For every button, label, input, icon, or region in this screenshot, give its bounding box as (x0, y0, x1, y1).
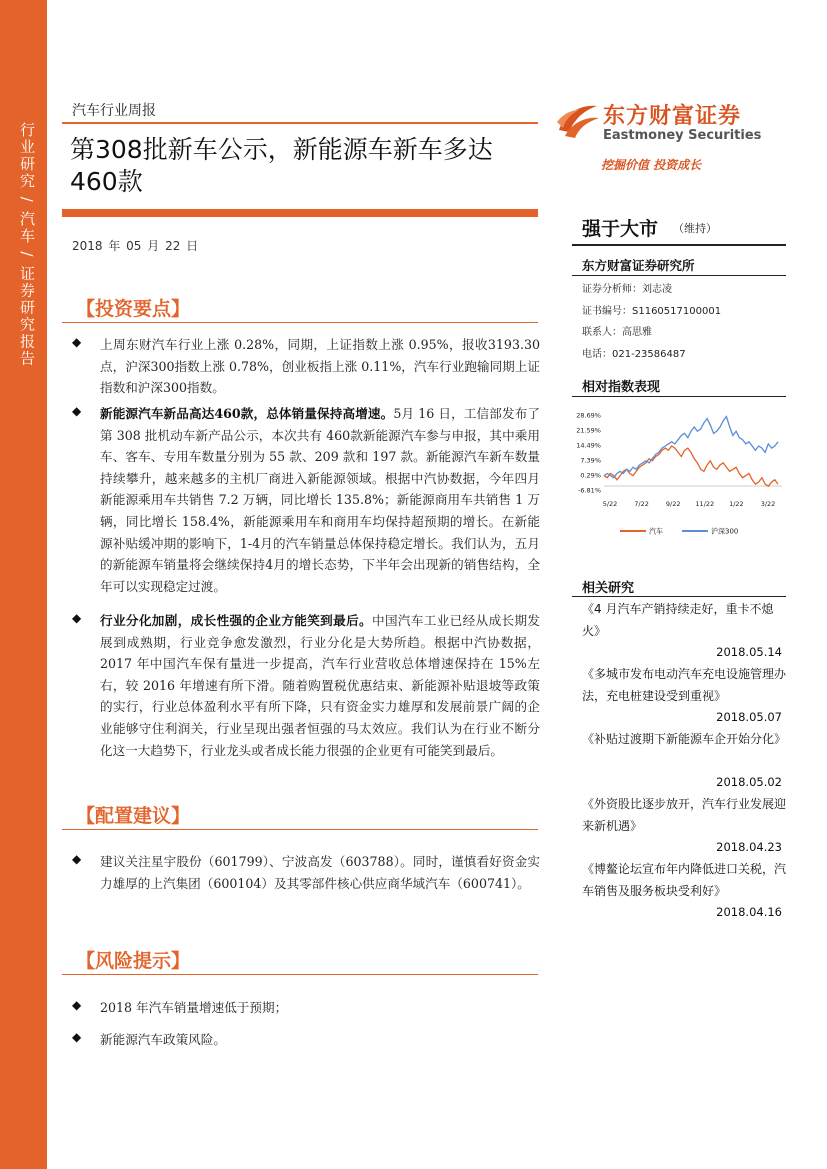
series-line-汽车 (604, 446, 778, 486)
y-tick-label: 14.49% (576, 441, 601, 450)
diamond-bullet-icon: ◆ (72, 335, 82, 349)
research-item-date: 2018.05.14 (716, 645, 782, 659)
research-item-date: 2018.05.07 (716, 710, 782, 724)
cert-number: 证书编号：S1160517100001 (582, 306, 722, 317)
y-tick-label: 21.59% (576, 426, 601, 435)
section-title-config: 【配置建议】 (76, 805, 191, 827)
list-item (72, 997, 540, 1019)
research-divider (572, 596, 786, 597)
list-item-text: 新能源汽车政策风险。 (100, 1032, 226, 1047)
list-item (72, 1029, 540, 1051)
title-divider (62, 209, 538, 217)
x-tick-label: 1/22 (729, 500, 744, 508)
list-item (72, 403, 540, 597)
list-item (72, 610, 540, 761)
rating-label: 强于大市 (582, 218, 659, 240)
section-divider (62, 974, 538, 975)
diamond-bullet-icon: ◆ (72, 998, 82, 1012)
research-item-title[interactable]: 《补贴过渡期下新能源车企开始分化》 (582, 732, 787, 746)
research-item-date: 2018.04.16 (716, 905, 782, 919)
diamond-bullet-icon: ◆ (72, 852, 82, 866)
list-item (72, 334, 540, 399)
research-item-date: 2018.04.23 (716, 840, 782, 854)
chart-divider (572, 396, 786, 397)
y-tick-label: -6.81% (578, 486, 601, 495)
institute-name: 东方财富证券研究所 (582, 258, 695, 273)
section-divider (62, 829, 538, 830)
side-bar (0, 0, 47, 1169)
research-item-title[interactable]: 《多城市发布电动汽车充电设施管理办法，充电桩建设受到重视》 (582, 667, 787, 703)
x-tick-label: 7/22 (634, 500, 649, 508)
list-item-highlight: 行业分化加剧，成长性强的企业方能笑到最后。 (100, 613, 372, 628)
x-tick-label: 3/22 (760, 500, 776, 508)
document-type: 汽车行业周报 (72, 103, 156, 119)
list-item (72, 851, 540, 894)
list-item-text: 2018 年汽车销量增速低于预期； (100, 1000, 288, 1015)
header-divider (62, 122, 538, 124)
research-section-title: 相关研究 (582, 581, 635, 596)
list-item-text: 5月 16 日，工信部发布了第 308 批机动车新产品公示，本次共有 460款新能源汽车参与申报，其中乘用车、客车、专用车数量分别为 55 款、209 款和 197 款。新能源汽车新车数量持续攀升，越来越多的主机厂商进入新能源领域。根据中汽协数据，今年四月新能源乘用车共销售 7.2 万辆，同比增长 135.8%；新能源商用车共销售 1 万辆，同比增长 158.4%，新能源乘用车和商用车均保持超预期的增长。在新能源补贴缓冲期的影响下，1-4月的汽车销量总体保持稳定增长。我们认为，五月的新能源车销量将会继续保持4月的增长态势，下半年会出现新的销售结构，全年可以实现稳定过渡。 (100, 406, 540, 594)
list-item-text: 上周东财汽车行业上涨 0.28%，同期，上证指数上涨 0.95%，报收3193.30点，沪深300指数上涨 0.78%，创业板指上涨 0.11%，汽车行业跑输同期上证指数和沪深300指数。 (100, 337, 540, 396)
chart-title: 相对指数表现 (582, 380, 661, 395)
page-title: 第308批新车公示，新能源车新车多达460款 (70, 135, 493, 196)
analyst-name: 证券分析师：刘志凌 (582, 284, 672, 295)
legend-label: 沪深300 (711, 527, 739, 536)
brand-name-cn: 东方财富证券 (603, 104, 742, 129)
relative-index-chart (572, 405, 786, 550)
section-divider (62, 322, 538, 323)
contact-phone: 电话：021-23586487 (582, 349, 686, 360)
series-line-沪深300 (604, 417, 778, 478)
legend-label: 汽车 (649, 527, 663, 536)
company-logo-icon (555, 100, 601, 140)
institute-divider (572, 275, 786, 276)
rating-divider (572, 244, 786, 246)
research-item-title[interactable]: 《博鳌论坛宣布年内降低进口关税，汽车销售及服务板块受利好》 (582, 862, 787, 898)
research-item-title[interactable]: 《外资股比逐步放开，汽车行业发展迎来新机遇》 (582, 797, 787, 833)
y-tick-label: 28.69% (576, 411, 601, 420)
side-category-label: 行业研究 / 汽车 / 证券研究报告 (18, 122, 36, 368)
list-item-highlight: 新能源汽车新品高达460款，总体销量保持高增速。 (100, 406, 394, 421)
x-tick-label: 11/22 (695, 500, 715, 508)
list-item-text: 中国汽车工业已经从成长期发展到成熟期，行业竞争愈发激烈，行业分化是大势所趋。根据中汽协数据，2017 年中国汽车保有量进一步提高，汽车行业营收总体增速保持在 15%左右，较 2016 年增速有所下滑。随着购置税优惠结束、新能源补贴退坡等政策的实行，行业总体盈利水平有所下降，只有资金实力雄厚和发展前景广阔的企业能够守住利润关，行业呈现出强者恒强的马太效应。我们认为在行业不断分化这一大趋势下，行业龙头或者成长能力很强的企业更有可能笑到最后。 (100, 613, 541, 758)
diamond-bullet-icon: ◆ (72, 1030, 82, 1044)
y-tick-label: 7.39% (580, 456, 601, 465)
report-date: 2018 年 05 月 22 日 (72, 239, 199, 253)
research-item-date: 2018.05.02 (716, 775, 782, 789)
brand-name-en: Eastmoney Securities (603, 128, 762, 143)
y-tick-label: 0.29% (580, 471, 601, 480)
brand-slogan: 挖掘价值 投资成长 (601, 158, 702, 172)
contact-name: 联系人：高思雅 (582, 327, 652, 338)
section-title-invest: 【投资要点】 (76, 298, 191, 320)
x-tick-label: 5/22 (602, 500, 618, 508)
x-tick-label: 9/22 (665, 500, 681, 508)
list-item-text: 建议关注星宇股份（601799）、宁波高发（603788）。同时，谨慎看好资金实力雄厚的上汽集团（600104）及其零部件核心供应商华域汽车（600741）。 (100, 854, 540, 891)
rating-status: （维持） (673, 222, 717, 235)
diamond-bullet-icon: ◆ (72, 611, 82, 625)
diamond-bullet-icon: ◆ (72, 404, 82, 418)
research-item-title[interactable]: 《4 月汽车产销持续走好，重卡不熄火》 (582, 602, 774, 638)
section-title-risk: 【风险提示】 (76, 950, 191, 972)
